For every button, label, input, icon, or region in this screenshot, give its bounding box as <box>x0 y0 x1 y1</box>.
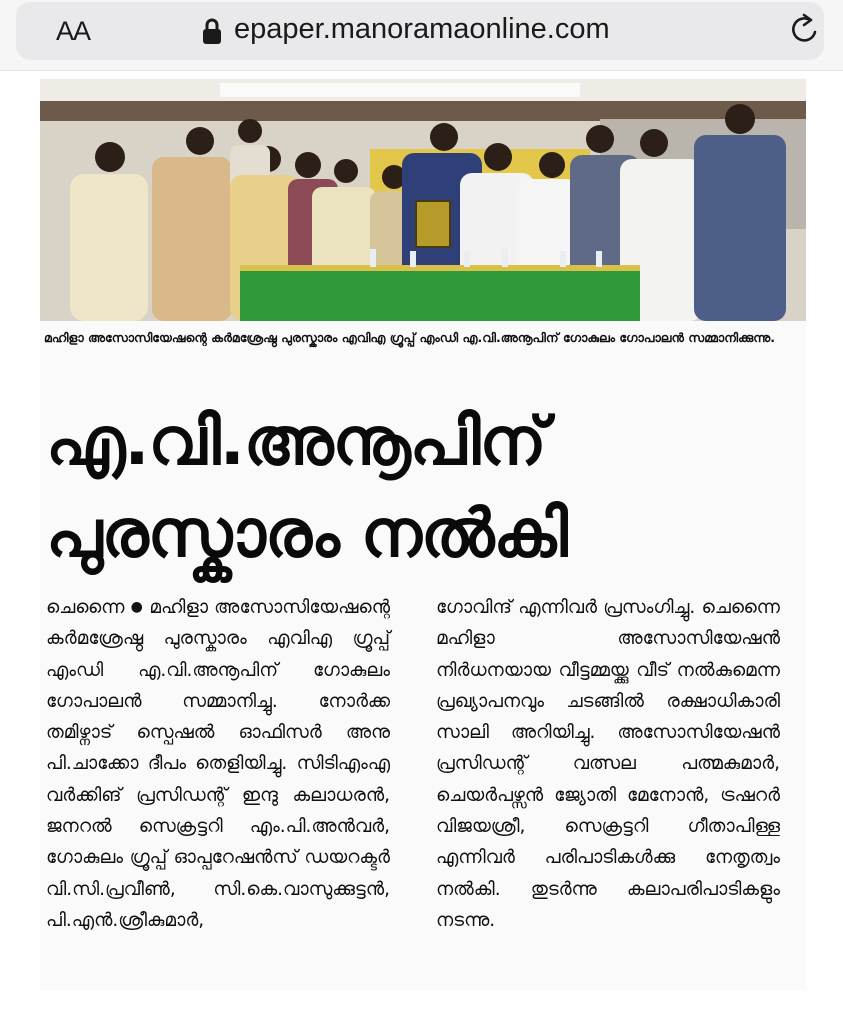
headline-line-1: എ.വി.അനൂപിന് <box>46 403 546 480</box>
article-body-left: മഹിളാ അസോസിയേഷന്റെ കർമശ്രേഷ്ഠ പുരസ്കാരം എവിഎ ഗ്രൂപ്പ് എംഡി എ.വി.അനൂപിന് ഗോകുലം ഗോപാലൻ സമ്മാനിച്ചു. നോർക്ക തമിഴ്നാട് സ്പെഷൽ ഓഫിസർ അനു പി.ചാക്കോ ദീപം തെളിയിച്ചു. സിടിഎംഎ വർക്കിങ് പ്രസിഡന്റ് ഇന്ദു കലാധരൻ, ജനറൽ സെക്രട്ടറി എം.പി.അൻവർ, ഗോകുലം ഗ്രൂപ്പ് ഓപ്പറേഷൻസ് ഡയറക്ടർ വി.സി.പ്രവീൺ, സി.കെ.വാസുക്കുട്ടൻ, പി.എൻ.ശ്രീകുമാർ, <box>46 597 391 931</box>
photo-caption: മഹിളാ അസോസിയേഷന്റെ കർമശ്രേഷ്ഠ പുരസ്കാരം എവിഎ ഗ്രൂപ്പ് എംഡി എ.വി.അനൂപിന് ഗോകുലം ഗോപാലൻ സമ്മാനിക്കുന്നു. <box>44 330 776 345</box>
article-body-right: ഗോവിന്ദ് എന്നിവർ പ്രസംഗിച്ചു. ചെന്നൈ മഹിളാ അസോസിയേഷൻ നിർധനയായ വീട്ടമ്മയ്ക്കു വീട് നൽകുമെന്ന പ്രഖ്യാപനവും ചടങ്ങിൽ രക്ഷാധികാരി സാലി അറിയിച്ചു. അസോസിയേഷൻ പ്രസിഡന്റ് വത്സല പത്മകുമാർ, ചെയർപഴ്സൻ ജ്യോതി മേനോൻ, ട്രഷറർ വിജയശ്രീ, സെക്രട്ടറി ഗീതാപിള്ള എന്നിവർ പരിപാടികൾക്കു നേതൃത്വം നൽകി. തുടർന്നു കലാപരിപാടികളും നടന്നു. <box>436 597 780 931</box>
address-bar[interactable] <box>16 2 824 60</box>
bullet-icon: ● <box>130 599 144 615</box>
headline <box>46 396 806 580</box>
headline-line-2: പുരസ്കാരം നൽകി <box>46 495 567 572</box>
url-text[interactable]: epaper.manoramaonline.com <box>234 13 610 45</box>
reload-icon[interactable] <box>788 12 822 48</box>
text-size-button[interactable]: AA <box>56 16 91 46</box>
article-column-left <box>46 592 390 936</box>
browser-toolbar <box>0 0 843 71</box>
dateline: ചെന്നൈ <box>46 597 125 618</box>
news-photo <box>40 79 806 321</box>
lock-icon <box>202 17 222 45</box>
article-column-right <box>436 592 780 936</box>
